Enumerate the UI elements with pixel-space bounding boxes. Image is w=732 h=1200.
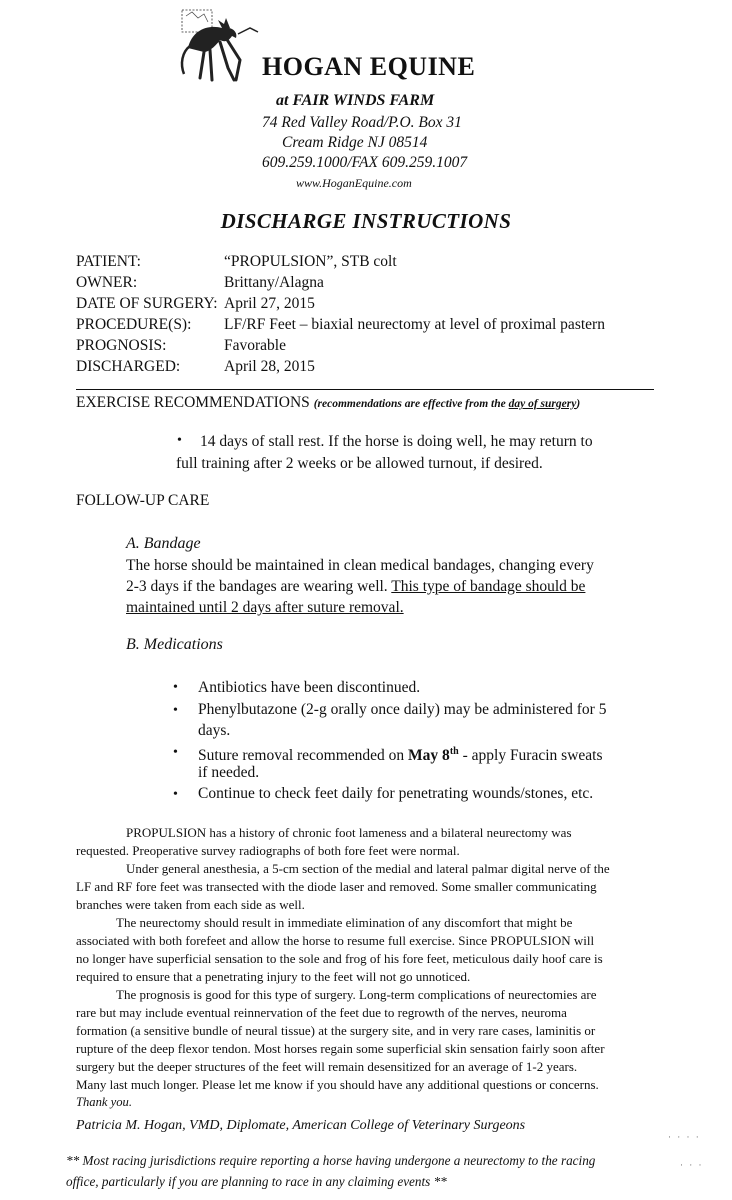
bandage-heading: A. Bandage (126, 535, 201, 552)
note-prefix: (recommendations are effective from the (313, 398, 509, 410)
follow-up-heading: FOLLOW-UP CARE (76, 492, 210, 509)
info-label: OWNER: (76, 274, 138, 291)
bullet-icon: • (177, 433, 182, 448)
note-suffix: ) (576, 398, 581, 410)
medication-item-1: Antibiotics have been discontinued. (198, 679, 421, 696)
info-value: April 28, 2015 (224, 358, 315, 375)
signature: Patricia M. Hogan, VMD, Diplomate, American College of Veterinary Surgeons (76, 1118, 526, 1133)
info-label: DISCHARGED: (76, 358, 181, 375)
info-label: PROCEDURE(S): (76, 316, 192, 333)
item3-date: May 8 (408, 747, 450, 765)
p4-line-5: surgery but the deeper structures of the feet will remain desensitized for an average of 1-2 years. (76, 1059, 578, 1074)
exercise-heading (76, 394, 580, 412)
p4-line-7: Thank you. (76, 1095, 132, 1109)
info-label: DATE OF SURGERY: (76, 295, 218, 312)
horse-logo-icon (178, 8, 260, 82)
p1-line-1: PROPULSION has a history of chronic foot lameness and a bilateral neurectomy was (126, 825, 572, 840)
medication-item-4: Continue to check feet daily for penetrating wounds/stones, etc. (198, 785, 594, 802)
item3-prefix: Suture removal recommended on (198, 747, 409, 765)
p3-line-3: no longer have superficial sensation to the sole and frog of his fore feet, meticulous daily hoof care is (76, 951, 603, 966)
info-value: “PROPULSION”, STB colt (224, 253, 397, 270)
medications-heading: B. Medications (126, 636, 223, 653)
p2-line-1: Under general anesthesia, a 5-cm section of the medial and lateral palmar digital nerve of the (126, 861, 610, 876)
info-value: April 27, 2015 (224, 295, 315, 312)
p3-line-2-a: associated with both forefeet and allow the horse to resume full exercise. Since (76, 933, 491, 948)
website-link[interactable]: www.HoganEquine.com (296, 176, 412, 190)
bullet-icon: • (173, 703, 178, 718)
bullet-icon: • (173, 745, 178, 760)
bullet-icon: • (173, 680, 178, 695)
p2-line-2: LF and RF fore feet was transected with the diode laser and removed. Some smaller communicating (76, 879, 597, 894)
bandage-underlined: This type of bandage should be (391, 578, 586, 595)
practice-name: HOGAN EQUINE (262, 52, 476, 81)
info-label: PROGNOSIS: (76, 337, 167, 354)
p3-line-4: required to ensure that a penetrating injury to the feet will not go unnoticed. (76, 969, 471, 984)
item3-sup: th (449, 746, 459, 757)
note-underlined: day of surgery (508, 398, 577, 410)
medication-item-3-line-2: if needed. (198, 764, 260, 781)
p4-line-3: formation (a sensitive bundle of neural tissue) at the surgery site, and in very rare cases, laminitis or (76, 1023, 596, 1038)
address-line-1: 74 Red Valley Road/P.O. Box 31 (262, 114, 462, 131)
bandage-plain: 2-3 days if the bandages are wearing well. (126, 578, 392, 595)
info-label: PATIENT: (76, 253, 141, 270)
document-title: DISCHARGE INSTRUCTIONS (220, 209, 512, 233)
p3-line-2-b: PROPULSION (490, 933, 571, 948)
bullet-icon: • (173, 787, 178, 802)
practice-subtitle: at FAIR WINDS FARM (276, 92, 435, 109)
scan-speck: · · · (680, 1160, 704, 1170)
item3-suffix: - apply Furacin sweats (458, 747, 603, 765)
info-value: LF/RF Feet – biaxial neurectomy at level of proximal pastern (224, 316, 605, 333)
address-line-2: Cream Ridge NJ 08514 (282, 134, 428, 151)
p4-line-4: rupture of the deep flexor tendon. Most horses regain some superficial skin sensation fairly soon after (76, 1041, 605, 1056)
p4-line-6: Many last much longer. Please let me know if you should have any additional questions or concerns. (76, 1077, 599, 1092)
medication-item-2-line-2: days. (198, 722, 231, 739)
p1-line-2: requested. Preoperative survey radiographs of both fore feet were normal. (76, 843, 460, 858)
exercise-bullet-line-2: full training after 2 weeks or be allowed turnout, if desired. (176, 455, 543, 472)
p4-line-1: The prognosis is good for this type of surgery. Long-term complications of neurectomies are (116, 987, 597, 1002)
footnote-line-1: ** Most racing jurisdictions require reporting a horse having undergone a neurectomy to the racing (66, 1153, 596, 1168)
exercise-note (314, 398, 581, 410)
p3-line-2-c: will (570, 933, 595, 948)
p4-line-2: rare but may include eventual reinnervation of the feet due to regrowth of the nerves, neuroma (76, 1005, 567, 1020)
scan-speck: · · · · (668, 1132, 701, 1142)
p2-line-3: branches were taken from each side as well. (76, 897, 305, 912)
section-divider (76, 389, 654, 390)
p3-line-1: The neurectomy should result in immediate elimination of any discomfort that might be (116, 915, 573, 930)
exercise-bullet-line-1: 14 days of stall rest. If the horse is doing well, he may return to (200, 433, 593, 450)
medication-item-2-line-1: Phenylbutazone (2-g orally once daily) may be administered for 5 (198, 701, 607, 718)
bandage-line-2 (126, 576, 585, 597)
p3-line-2 (76, 932, 656, 950)
footnote (66, 1150, 595, 1192)
info-value: Favorable (224, 337, 286, 354)
bandage-line-1: The horse should be maintained in clean medical bandages, changing every (126, 557, 594, 574)
exercise-heading-text: EXERCISE RECOMMENDATIONS (76, 394, 310, 411)
phone-fax: 609.259.1000/FAX 609.259.1007 (262, 154, 468, 171)
footnote-line-2: office, particularly if you are planning to race in any claiming events ** (66, 1174, 447, 1189)
info-value: Brittany/Alagna (224, 274, 324, 291)
bandage-line-3: maintained until 2 days after suture removal. (126, 599, 404, 616)
